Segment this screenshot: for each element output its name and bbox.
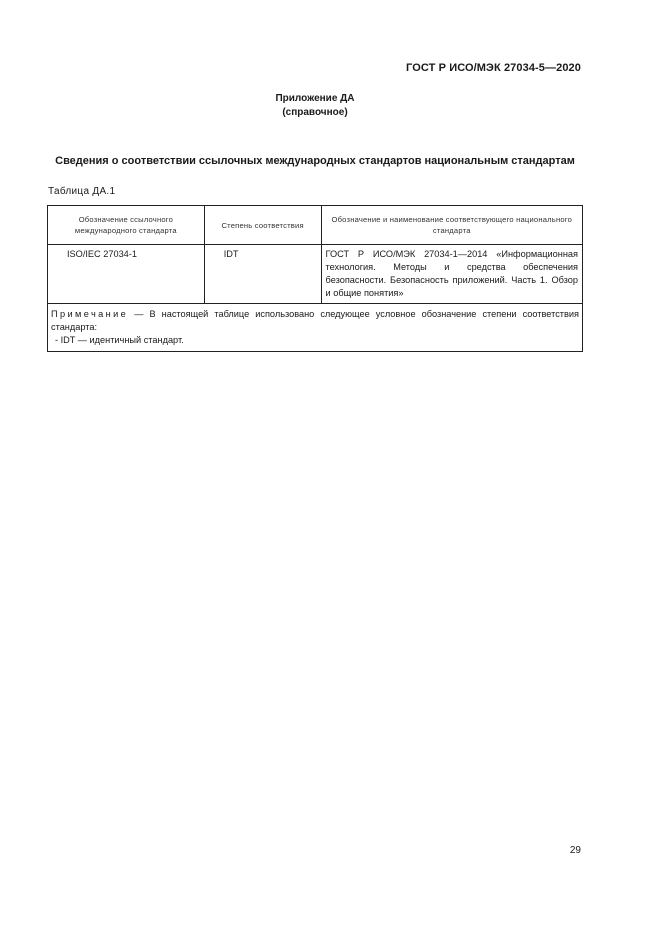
cell-degree: IDT [204,245,321,304]
page-number: 29 [569,845,581,856]
table-note [48,304,583,352]
annex-subtitle: (справочное) [282,107,348,118]
header-national-standard: Обозначение и наименование соответствующего национального стандарта [321,206,582,245]
section-title: Сведения о соответствии ссылочных международных стандартов национальным стандартам [55,155,575,167]
note-label: Примечание [51,309,129,319]
note-item: - IDT — идентичный стандарт. [55,335,184,345]
document-header-standard-id: ГОСТ Р ИСО/МЭК 27034-5—2020 [406,62,581,74]
note-text: — В настоящей таблице использовано следующее условное обозначение степени соответствия стандарта: [51,309,579,332]
table-header-row [48,206,583,245]
table-row [48,245,583,304]
table-caption: Таблица ДА.1 [48,186,116,197]
correspondence-table [47,205,583,352]
annex-heading [0,92,630,120]
cell-ref-standard: ISO/IEC 27034-1 [48,245,205,304]
header-degree: Степень соответствия [204,206,321,245]
cell-national-standard: ГОСТ Р ИСО/МЭК 27034-1—2014 «Информационная технология. Методы и средства обеспечения безопасности. Безопасность приложений. Часть 1. Обзор и общие понятия» [321,245,582,304]
header-ref-standard: Обозначение ссылочного международного стандарта [48,206,205,245]
annex-title: Приложение ДА [275,93,355,104]
table-note-row [48,304,583,352]
